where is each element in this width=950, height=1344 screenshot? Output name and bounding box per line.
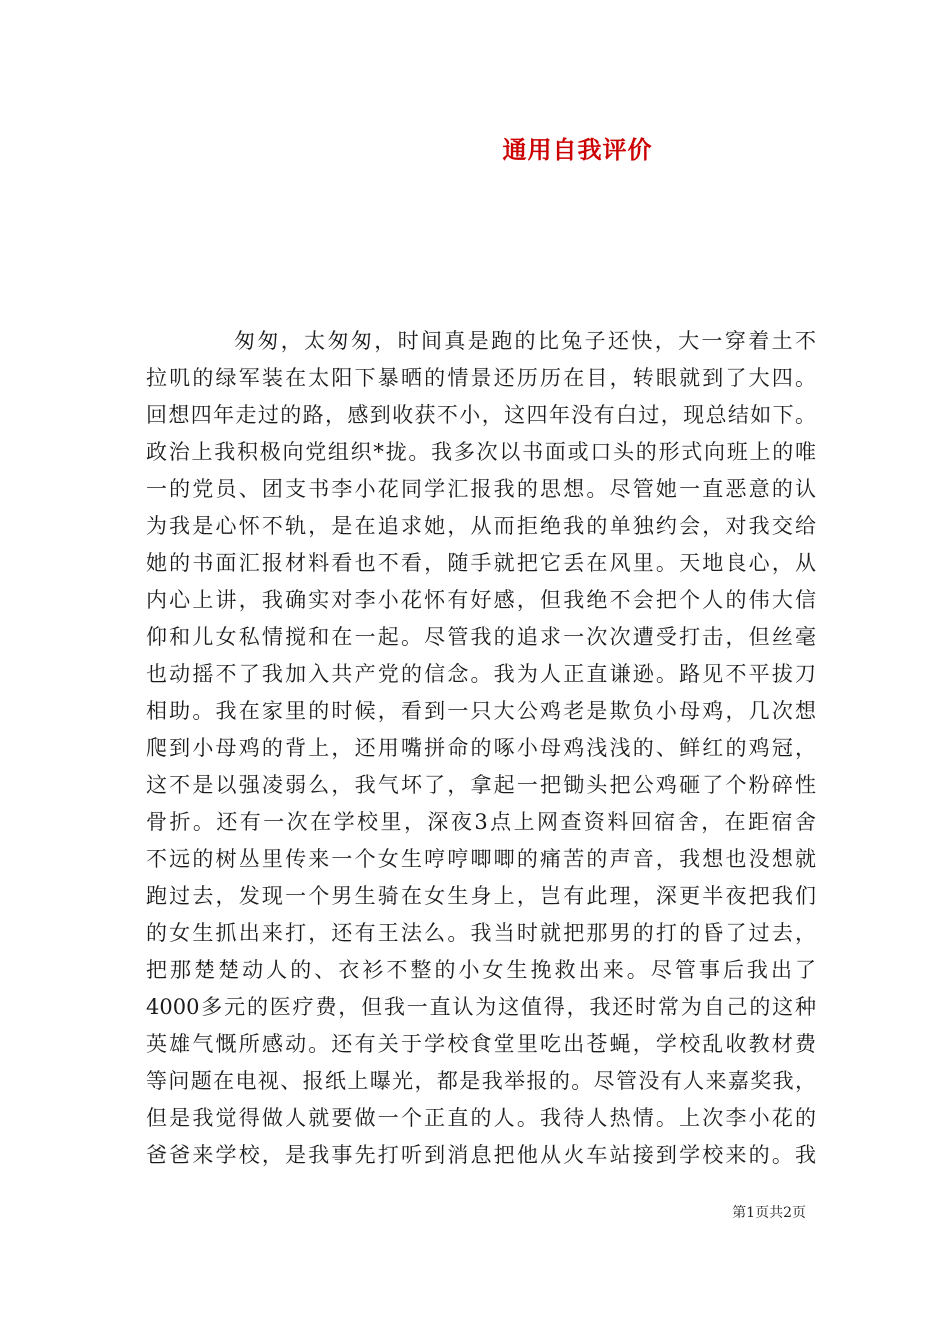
body-line: 拉叽的绿军装在太阳下暴晒的情景还历历在目，转眼就到了大四。 bbox=[146, 366, 816, 390]
body-line: 回想四年走过的路，感到收获不小，这四年没有白过，现总结如下。 bbox=[146, 403, 816, 427]
body-line: 跑过去，发现一个男生骑在女生身上，岂有此理，深更半夜把我们 bbox=[146, 884, 816, 908]
body-line: 政治上我积极向党组织*拢。我多次以书面或口头的形式向班上的唯 bbox=[146, 440, 816, 464]
body-line: 把那楚楚动人的、衣衫不整的小女生挽救出来。尽管事后我出了 bbox=[146, 958, 816, 982]
body-line: 相助。我在家里的时候，看到一只大公鸡老是欺负小母鸡，几次想 bbox=[146, 699, 816, 723]
body-line: 但是我觉得做人就要做一个正直的人。我待人热情。上次李小花的 bbox=[146, 1106, 816, 1130]
body-line: 她的书面汇报材料看也不看，随手就把它丢在风里。天地良心，从 bbox=[146, 551, 816, 575]
body-line: 也动摇不了我加入共产党的信念。我为人正直谦逊。路见不平拔刀 bbox=[146, 662, 816, 686]
body-line: 等问题在电视、报纸上曝光，都是我举报的。尽管没有人来嘉奖我， bbox=[146, 1069, 816, 1093]
body-line: 爬到小母鸡的背上，还用嘴拼命的啄小母鸡浅浅的、鲜红的鸡冠， bbox=[146, 736, 816, 760]
body-line: 骨折。还有一次在学校里，深夜3点上网查资料回宿舍，在距宿舍 bbox=[146, 810, 816, 834]
body-line: 爸爸来学校，是我事先打听到消息把他从火车站接到学校来的。我 bbox=[146, 1143, 816, 1167]
body-line: 这不是以强凌弱么，我气坏了，拿起一把锄头把公鸡砸了个粉碎性 bbox=[146, 773, 816, 797]
body-line: 一的党员、团支书李小花同学汇报我的思想。尽管她一直恶意的认 bbox=[146, 477, 816, 501]
document-body bbox=[146, 323, 816, 1174]
body-line: 内心上讲，我确实对李小花怀有好感，但我绝不会把个人的伟大信 bbox=[146, 588, 816, 612]
body-line: 不远的树丛里传来一个女生哼哼唧唧的痛苦的声音，我想也没想就 bbox=[146, 847, 816, 871]
page-number-footer: 第1页共2页 bbox=[732, 1205, 806, 1221]
body-line: 4000多元的医疗费，但我一直认为这值得，我还时常为自己的这种 bbox=[146, 995, 816, 1019]
body-line: 的女生抓出来打，还有王法么。我当时就把那男的打的昏了过去， bbox=[146, 921, 816, 945]
body-line: 英雄气慨所感动。还有关于学校食堂里吃出苍蝇，学校乱收教材费 bbox=[146, 1032, 816, 1056]
document-title: 通用自我评价 bbox=[502, 135, 653, 164]
body-line: 仰和儿女私情搅和在一起。尽管我的追求一次次遭受打击，但丝毫 bbox=[146, 625, 816, 649]
body-line: 匆匆，太匆匆，时间真是跑的比兔子还快，大一穿着土不 bbox=[234, 329, 816, 353]
body-line: 为我是心怀不轨，是在追求她，从而拒绝我的单独约会，对我交给 bbox=[146, 514, 816, 538]
